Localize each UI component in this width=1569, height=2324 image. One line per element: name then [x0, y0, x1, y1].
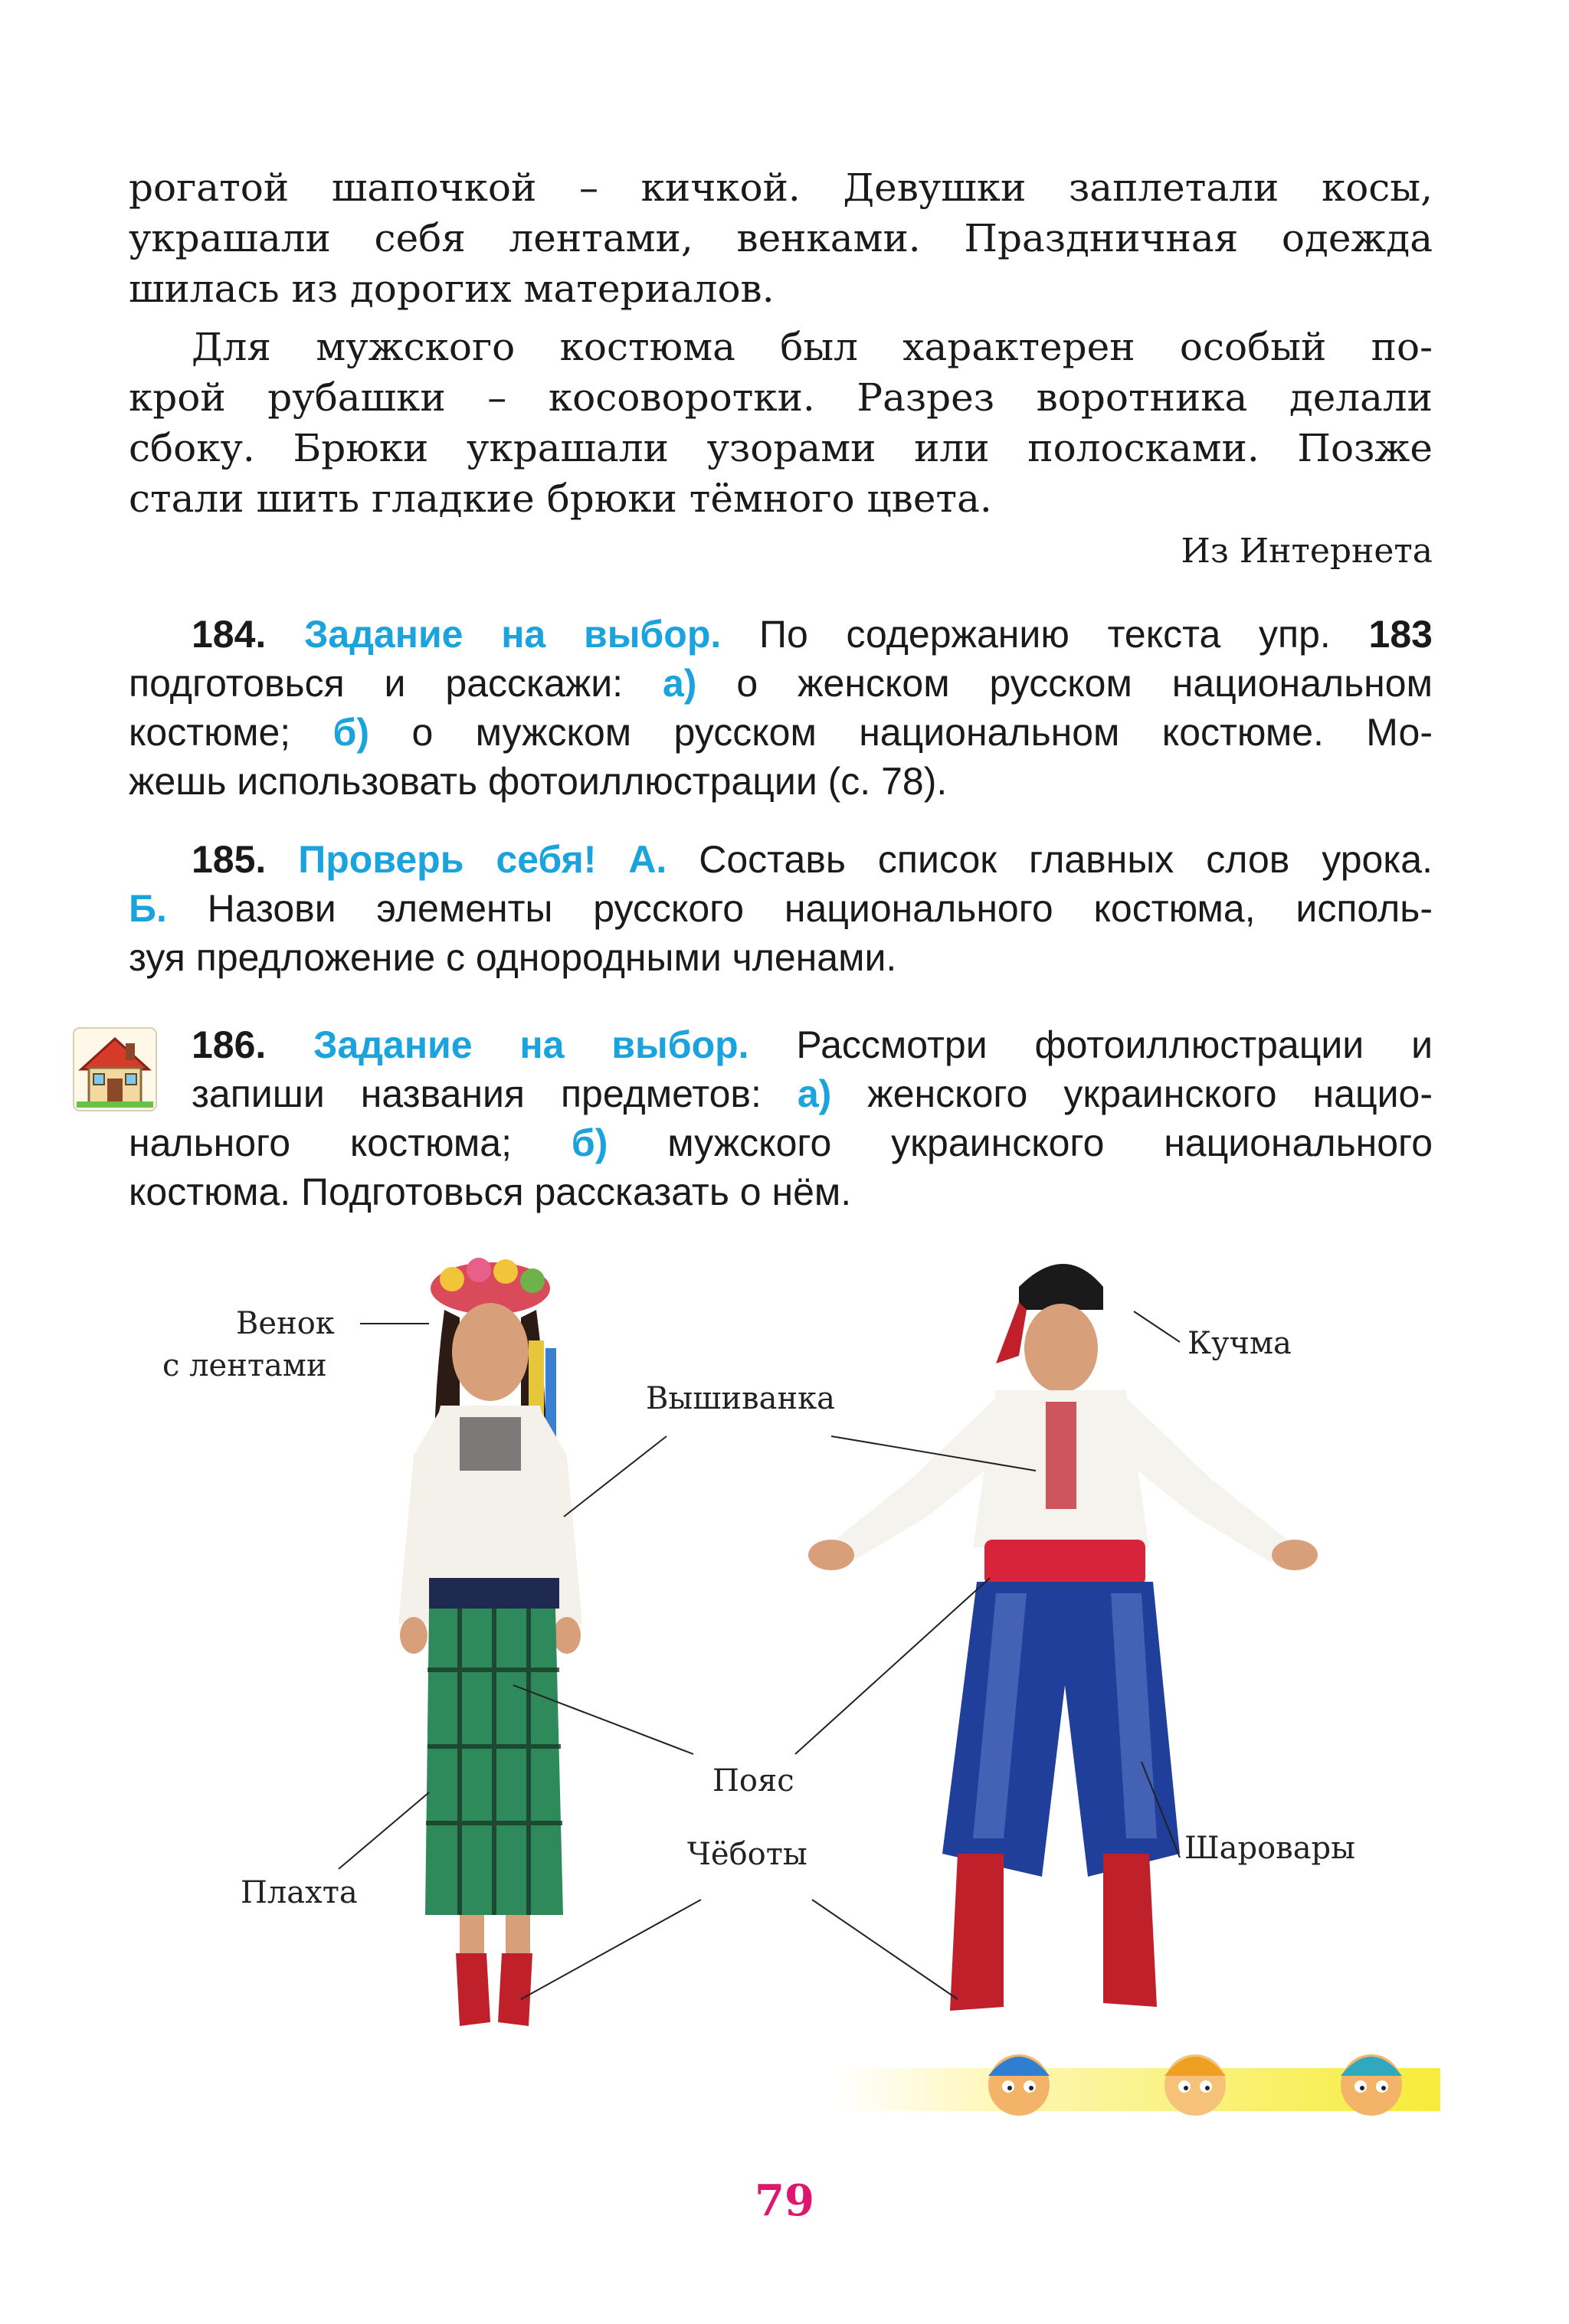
- task-184-line-1: [192, 610, 1433, 659]
- task-text: Назови элементы русского национального костюма, исполь-: [207, 887, 1433, 930]
- cartoon-character-icon: [1341, 2054, 1402, 2116]
- text-line: шилась из дорогих материалов.: [129, 267, 775, 311]
- task-186-line-1: [192, 1020, 1433, 1069]
- label-sharovary: Шаровары: [1184, 1831, 1355, 1866]
- task-185-line-2: [129, 884, 1433, 933]
- task-text: По содержанию текста упр.: [759, 613, 1331, 656]
- cartoon-character-icon: [1164, 2054, 1226, 2116]
- source-attribution: Из Интернета: [1181, 532, 1433, 571]
- task-text: нального костюма;: [129, 1121, 512, 1164]
- task-number: 184.: [192, 613, 267, 656]
- label-venok: Венок: [236, 1306, 335, 1341]
- text-line: рогатой шапочкой – кичкой. Девушки заплетали косы,: [129, 165, 1433, 210]
- task-184-line-3: [129, 708, 1433, 757]
- cartoon-characters: [973, 2038, 1448, 2129]
- text-line: Для мужского костюма был характерен особый по-: [192, 325, 1433, 369]
- task-text: запиши названия предметов:: [192, 1072, 762, 1115]
- option-marker: а): [663, 662, 697, 705]
- cartoon-character-icon: [988, 2054, 1050, 2116]
- option-marker: б): [571, 1121, 608, 1164]
- option-marker: б): [332, 711, 370, 754]
- task-text: костюме;: [129, 711, 291, 754]
- task-number: 186.: [192, 1023, 267, 1066]
- task-186-line-2: [192, 1069, 1433, 1118]
- label-chyoboty: Чёботы: [687, 1837, 807, 1872]
- task-text: Составь список главных слов урока.: [699, 838, 1433, 881]
- task-number: 185.: [192, 838, 267, 881]
- house-icon: [70, 1025, 159, 1114]
- label-vyshivanka: Вышиванка: [646, 1381, 835, 1416]
- option-marker: Б.: [129, 887, 167, 930]
- task-text: о женском русском национальном: [736, 662, 1433, 705]
- task-text: женского украинского нацио-: [867, 1072, 1433, 1115]
- task-title: Задание на выбор.: [304, 613, 722, 656]
- label-venok-line-2: с лентами: [162, 1348, 327, 1383]
- task-185-line-1: [192, 835, 1433, 884]
- task-text: мужского украинского национального: [667, 1121, 1433, 1164]
- text-line: крой рубашки – косоворотки. Разрез воротника делали: [129, 375, 1433, 420]
- woman-figure: [398, 1258, 582, 2026]
- task-text: о мужском русском национальном костюме. Мо-: [411, 711, 1433, 754]
- task-text: костюма. Подготовься рассказать о нём.: [129, 1170, 852, 1213]
- option-marker: а): [797, 1072, 832, 1115]
- task-text: подготовься и расскажи:: [129, 662, 624, 705]
- text-line: стали шить гладкие брюки тёмного цвета.: [129, 476, 992, 521]
- text-line: сбоку. Брюки украшали узорами или полосками. Позже: [129, 426, 1433, 470]
- task-text: Рассмотри фотоиллюстрации и: [796, 1023, 1433, 1066]
- label-poyas: Пояс: [712, 1763, 794, 1799]
- label-kuchma: Кучма: [1187, 1326, 1292, 1361]
- text-line: украшали себя лентами, венками. Праздничная одежда: [129, 216, 1433, 260]
- page-number: 79: [755, 2175, 814, 2226]
- task-title: Проверь себя! А.: [298, 838, 667, 881]
- label-plakhta: Плахта: [241, 1875, 358, 1910]
- task-title: Задание на выбор.: [313, 1023, 749, 1066]
- task-text: зуя предложение с однородными членами.: [129, 936, 897, 979]
- task-text: жешь использовать фотоиллюстрации (с. 78).: [129, 760, 948, 803]
- task-186-line-3: [129, 1118, 1433, 1167]
- man-figure: [808, 1264, 1318, 2011]
- task-184-line-2: [129, 659, 1433, 708]
- exercise-ref: 183: [1368, 613, 1433, 656]
